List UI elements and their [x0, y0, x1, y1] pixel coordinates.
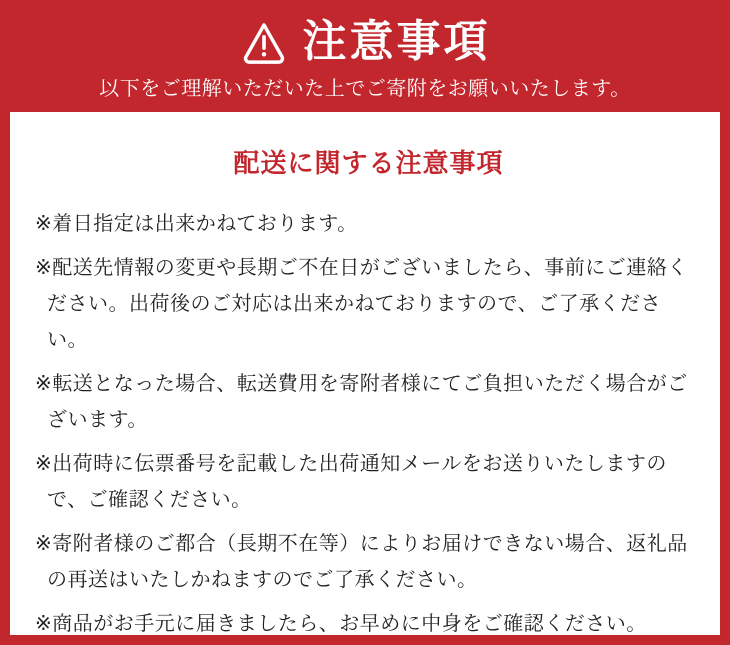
notice-title-row — [240, 17, 491, 67]
notice-title: 注意事項 — [302, 16, 491, 67]
note-item: ※商品がお手元に届きましたら、お早めに中身をご確認ください。 — [35, 611, 647, 635]
note-item: ※着日指定は出来かねております。 — [35, 211, 358, 235]
delivery-notes-list — [35, 205, 702, 635]
delivery-notes-heading: 配送に関する注意事項 — [233, 149, 504, 179]
note-item: ※寄附者様のご都合（長期不在等）によりお届けできない場合、返礼品の再送はいたしかねますのでご了承ください。 — [35, 531, 688, 591]
notice-header — [10, 0, 720, 112]
note-item: ※転送となった場合、転送費用を寄附者様にてご負担いただく場合がございます。 — [35, 371, 688, 431]
warning-triangle-icon — [240, 19, 288, 65]
notice-panel — [10, 112, 720, 635]
note-item: ※出荷時に伝票番号を記載した出荷通知メールをお送りいたしますので、ご確認ください。 — [35, 451, 667, 511]
notice-subtitle: 以下をご理解いただいた上でご寄附をお願いいたします。 — [99, 76, 631, 100]
note-item: ※配送先情報の変更や長期ご不在日がございましたら、事前にご連絡ください。出荷後のご対応は出来かねておりますので、ご了承ください。 — [35, 255, 688, 351]
